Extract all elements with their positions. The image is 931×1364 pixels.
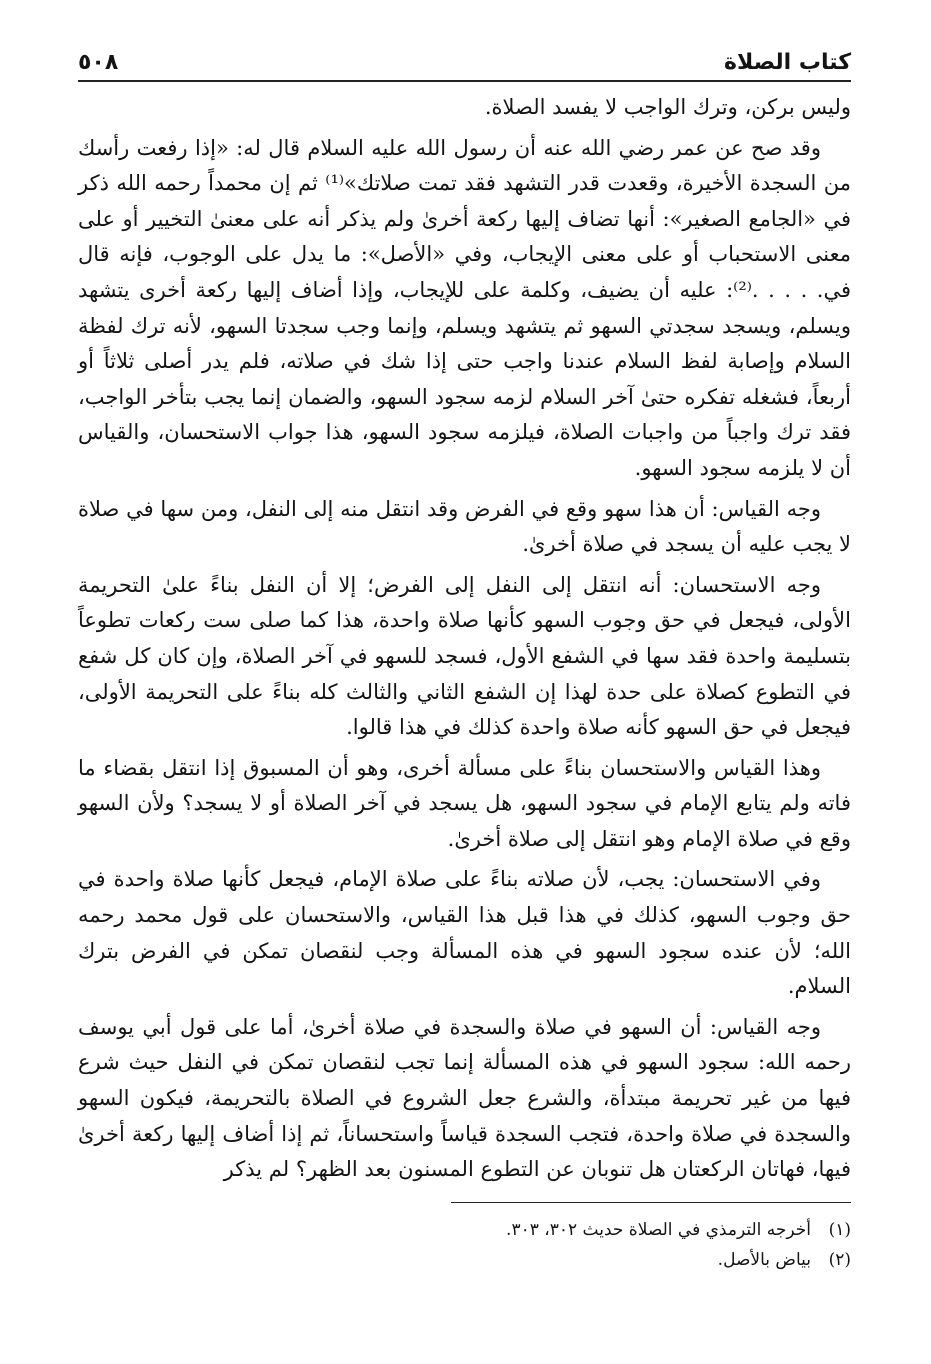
footnote-text: أخرجه الترمذي في الصلاة حديث ٣٠٢، ٣٠٣.: [506, 1219, 811, 1240]
paragraph: وفي الاستحسان: يجب، لأن صلاته بناءً على صلاة الإمام، فيجعل كأنها صلاة واحدة في حق وجوب السهو، كذلك في هذا قبل هذا القياس، والاستحسان على قول محمد رحمه الله؛ لأن عنده سجود السهو في هذه المسألة وجب لنقصان تمكن في الفرض بترك السلام.: [78, 867, 851, 999]
running-title: كتاب الصلاة: [724, 50, 851, 75]
footnotes: [78, 1215, 851, 1275]
paragraph: وليس بركن، وترك الواجب لا يفسد الصلاة.: [484, 95, 851, 119]
book-page: [78, 40, 851, 1340]
footnote-number: (٢): [828, 1249, 851, 1270]
paragraph: وهذا القياس والاستحسان بناءً على مسألة أخرى، وهو أن المسبوق إذا انتقل بقضاء ما فاته ولم يتابع الإمام في سجود السهو، هل يسجد في آخر الصلاة أو لا يسجد؟ ولأن السهو وقع في صلاة الإمام وهو انتقل إلى صلاة أخرىٰ.: [78, 755, 851, 851]
paragraph: وجه القياس: أن هذا سهو وقع في الفرض وقد انتقل منه إلى النفل، ومن سها في صلاة لا يجب عليه أن يسجد في صلاة أخرىٰ.: [78, 496, 851, 557]
paragraph: وجه الاستحسان: أنه انتقل إلى النفل إلى الفرض؛ إلا أن النفل بناءً علىٰ التحريمة الأولى، فيجعل في حق وجوب السهو كأنها صلاة واحدة، هذا كما صلى ست ركعات تطوعاً بتسليمة واحدة فقد سها في الشفع الأول، فسجد للسهو في آخر الصلاة، وإن كان كل شفع في التطوع كصلاة على حدة لهذا إن الشفع الثاني والثالث كله بناءً على التحريمة الأولى، فيجعل في حق السهو كأنه صلاة واحدة كذلك في هذا قالوا.: [78, 572, 851, 740]
footnote: [78, 1215, 851, 1245]
footnote-divider: [451, 1202, 851, 1203]
footnote: [78, 1245, 851, 1275]
footnote-number: (١): [828, 1219, 851, 1240]
page-number: ٥٠٨: [78, 50, 119, 75]
running-head: [78, 40, 851, 82]
paragraph: وجه القياس: أن السهو في صلاة والسجدة في صلاة أخرىٰ، أما على قول أبي يوسف رحمه الله: سجود السهو في هذه المسألة إنما تجب لنقصان تمكن في النفل حيث شرع فيها من غير تحريمة مبتدأة، والشرع جعل الشروع في الصلاة بالتحريمة، فيكون السهو والسجدة في صلاة واحدة، فتجب السجدة قياساً واستحساناً، ثم إذا أضاف إليها ركعة أخرىٰ فيها، فهاتان الركعتان هل تنوبان عن التطوع المسنون بعد الظهر؟ لم يذكر: [78, 1014, 851, 1182]
footnote-text: بياض بالأصل.: [717, 1249, 811, 1270]
body-text: [78, 90, 851, 1188]
paragraph: وقد صح عن عمر رضي الله عنه أن رسول الله عليه السلام قال له: «إذا رفعت رأسك من السجدة الأخيرة، وقعدت قدر التشهد فقد تمت صلاتك»⁽¹⁾ ثم إن محمداً رحمه الله ذكر في «الجامع الصغير»: أنها تضاف إليها ركعة أخرىٰ ولم يذكر أنه على معنىٰ التخيير أو على معنى الاستحباب أو على معنى الإيجاب، وفي «الأصل»: ما يدل على الوجوب، فإنه قال في. . . . .⁽²⁾: عليه أن يضيف، وكلمة على للإيجاب، وإذا أضاف إليها ركعة أخرى يتشهد ويسلم، ويسجد سجدتي السهو ثم يتشهد ويسلم، وإنما وجب سجدتا السهو، لأنه ترك لفظة السلام وإصابة لفظ السلام عندنا واجب حتى إذا شك في صلاته، فلم يدر أصلى ثلاثاً أو أربعاً، فشغله تفكره حتىٰ آخر السلام لزمه سجود السهو، والضمان إنما يجب بتأخر الواجب، فقد ترك واجباً من واجبات الصلاة، فيلزمه سجود السهو، هذا جواب الاستحسان، والقياس أن لا يلزمه سجود السهو.: [78, 135, 851, 480]
